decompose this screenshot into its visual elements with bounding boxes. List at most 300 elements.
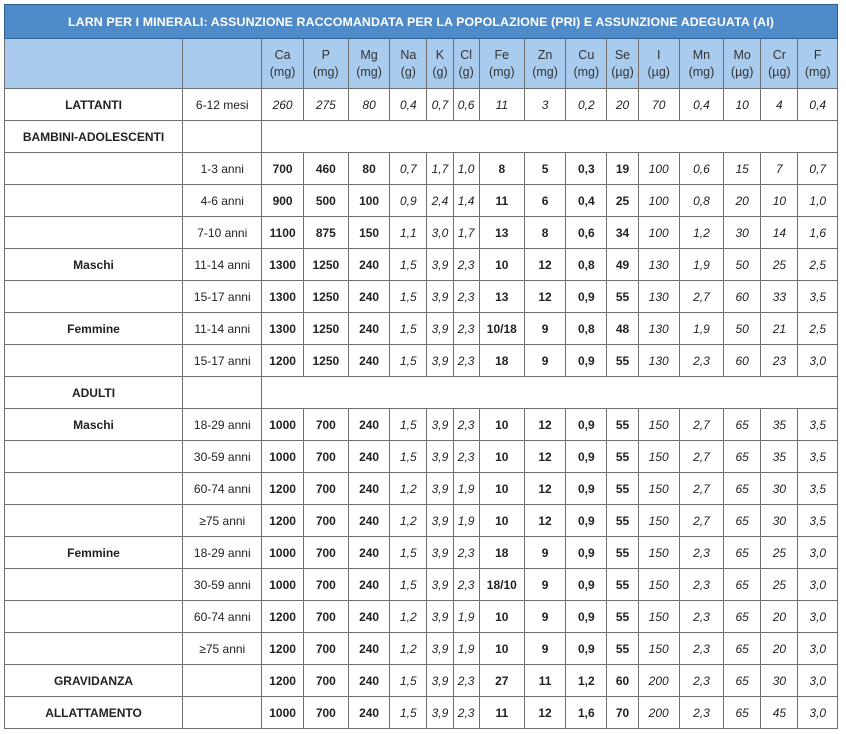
column-name: F	[813, 47, 822, 62]
value-cell-cu: 0,9	[566, 569, 607, 601]
value-cell-ca: 1200	[262, 345, 303, 377]
table-row	[5, 153, 838, 185]
value-cell-na: 1,5	[390, 537, 427, 569]
column-unit: (g)	[432, 64, 448, 79]
value-cell-fe: 18/10	[479, 569, 524, 601]
value-cell-se: 55	[607, 345, 638, 377]
value-cell-k: 3,9	[427, 281, 453, 313]
value-cell-p: 500	[303, 185, 348, 217]
group-cell	[5, 185, 183, 217]
age-cell	[183, 665, 262, 697]
column-name: Se	[614, 47, 631, 62]
table-row	[5, 537, 838, 569]
value-cell-mn: 2,7	[679, 409, 723, 441]
value-cell-mn: 2,3	[679, 697, 723, 729]
age-cell: 11-14 anni	[183, 313, 262, 345]
value-cell-cl: 1,9	[453, 633, 479, 665]
value-cell-zn: 12	[524, 505, 565, 537]
value-cell-ca: 1100	[262, 217, 303, 249]
value-cell-mo: 65	[724, 569, 761, 601]
value-cell-mn: 2,3	[679, 569, 723, 601]
section-row	[5, 121, 838, 153]
value-cell-p: 1250	[303, 249, 348, 281]
value-cell-i: 100	[638, 153, 679, 185]
value-cell-na: 1,5	[390, 281, 427, 313]
value-cell-i: 200	[638, 665, 679, 697]
value-cell-zn: 8	[524, 217, 565, 249]
value-cell-mo: 65	[724, 537, 761, 569]
column-unit: (µg)	[768, 64, 791, 79]
value-cell-cu: 0,9	[566, 601, 607, 633]
column-unit: (mg)	[573, 64, 600, 79]
value-cell-se: 55	[607, 281, 638, 313]
value-cell-mo: 10	[724, 89, 761, 121]
value-cell-i: 150	[638, 601, 679, 633]
value-cell-ca: 1300	[262, 281, 303, 313]
group-cell	[5, 569, 183, 601]
value-cell-na: 1,5	[390, 409, 427, 441]
table-title: LARN PER I MINERALI: ASSUNZIONE RACCOMANDATA PER LA POPOLAZIONE (PRI) E ASSUNZIONE ADEGUATA (AI)	[5, 5, 838, 39]
value-cell-mn: 2,7	[679, 281, 723, 313]
value-cell-f: 0,4	[798, 89, 838, 121]
value-cell-cr: 21	[761, 313, 798, 345]
value-cell-f: 3,5	[798, 473, 838, 505]
value-cell-se: 19	[607, 153, 638, 185]
column-header-f	[798, 39, 838, 89]
value-cell-mn: 0,6	[679, 153, 723, 185]
value-cell-fe: 8	[479, 153, 524, 185]
value-cell-zn: 3	[524, 89, 565, 121]
age-cell	[183, 697, 262, 729]
value-cell-p: 700	[303, 697, 348, 729]
column-unit: (µg)	[647, 64, 670, 79]
value-cell-f: 2,5	[798, 249, 838, 281]
value-cell-mg: 240	[348, 409, 389, 441]
group-cell	[5, 281, 183, 313]
value-cell-na: 0,7	[390, 153, 427, 185]
value-cell-k: 3,9	[427, 505, 453, 537]
value-cell-se: 55	[607, 569, 638, 601]
column-header-cu	[566, 39, 607, 89]
value-cell-ca: 1300	[262, 249, 303, 281]
value-cell-cu: 0,2	[566, 89, 607, 121]
column-header-zn	[524, 39, 565, 89]
value-cell-p: 700	[303, 601, 348, 633]
column-header-se	[607, 39, 638, 89]
table-row	[5, 441, 838, 473]
table-row	[5, 185, 838, 217]
value-cell-mg: 240	[348, 697, 389, 729]
value-cell-cl: 1,4	[453, 185, 479, 217]
group-cell	[5, 601, 183, 633]
value-cell-mg: 240	[348, 281, 389, 313]
value-cell-ca: 1000	[262, 697, 303, 729]
value-cell-cu: 0,8	[566, 249, 607, 281]
table-body	[5, 39, 838, 729]
age-cell: 15-17 anni	[183, 281, 262, 313]
value-cell-ca: 1200	[262, 601, 303, 633]
table-row	[5, 569, 838, 601]
value-cell-p: 1250	[303, 281, 348, 313]
value-cell-fe: 11	[479, 185, 524, 217]
age-cell	[183, 377, 262, 409]
value-cell-i: 130	[638, 281, 679, 313]
value-cell-cr: 33	[761, 281, 798, 313]
value-cell-zn: 9	[524, 537, 565, 569]
value-cell-se: 55	[607, 633, 638, 665]
group-cell: Maschi	[5, 409, 183, 441]
value-cell-fe: 10	[479, 409, 524, 441]
value-cell-k: 3,9	[427, 537, 453, 569]
value-cell-na: 1,5	[390, 697, 427, 729]
value-cell-i: 130	[638, 249, 679, 281]
value-cell-cl: 1,9	[453, 601, 479, 633]
value-cell-cr: 20	[761, 633, 798, 665]
value-cell-cl: 1,0	[453, 153, 479, 185]
value-cell-ca: 900	[262, 185, 303, 217]
column-unit: (mg)	[312, 64, 339, 79]
value-cell-k: 3,9	[427, 569, 453, 601]
column-header-p	[303, 39, 348, 89]
value-cell-se: 34	[607, 217, 638, 249]
column-unit: (mg)	[532, 64, 558, 79]
table-row	[5, 601, 838, 633]
column-name: Cu	[578, 47, 595, 62]
value-cell-k: 3,9	[427, 665, 453, 697]
value-cell-mg: 240	[348, 505, 389, 537]
value-cell-se: 60	[607, 665, 638, 697]
age-cell: 4-6 anni	[183, 185, 262, 217]
table-row	[5, 313, 838, 345]
value-cell-cl: 1,9	[453, 473, 479, 505]
value-cell-fe: 10	[479, 633, 524, 665]
table-row	[5, 345, 838, 377]
column-unit: (mg)	[688, 64, 715, 79]
value-cell-cl: 2,3	[453, 249, 479, 281]
value-cell-i: 150	[638, 473, 679, 505]
table-row	[5, 473, 838, 505]
column-header-fe	[479, 39, 524, 89]
table-row	[5, 697, 838, 729]
value-cell-mg: 240	[348, 473, 389, 505]
value-cell-fe: 13	[479, 217, 524, 249]
value-cell-na: 1,2	[390, 601, 427, 633]
value-cell-mg: 240	[348, 633, 389, 665]
empty-values-cell	[262, 121, 838, 153]
column-unit: (mg)	[804, 64, 831, 79]
value-cell-k: 3,9	[427, 601, 453, 633]
value-cell-se: 20	[607, 89, 638, 121]
value-cell-cu: 0,3	[566, 153, 607, 185]
group-cell	[5, 633, 183, 665]
group-cell: ADULTI	[5, 377, 183, 409]
value-cell-i: 150	[638, 537, 679, 569]
value-cell-zn: 5	[524, 153, 565, 185]
value-cell-cr: 20	[761, 601, 798, 633]
value-cell-k: 3,9	[427, 345, 453, 377]
value-cell-mg: 240	[348, 441, 389, 473]
value-cell-cl: 2,3	[453, 569, 479, 601]
value-cell-k: 2,4	[427, 185, 453, 217]
value-cell-mg: 100	[348, 185, 389, 217]
value-cell-cu: 0,9	[566, 537, 607, 569]
value-cell-fe: 27	[479, 665, 524, 697]
value-cell-p: 1250	[303, 345, 348, 377]
value-cell-se: 25	[607, 185, 638, 217]
age-cell	[183, 121, 262, 153]
column-header-cr	[761, 39, 798, 89]
value-cell-cr: 23	[761, 345, 798, 377]
value-cell-mo: 65	[724, 409, 761, 441]
value-cell-zn: 12	[524, 473, 565, 505]
value-cell-cr: 25	[761, 249, 798, 281]
value-cell-k: 1,7	[427, 153, 453, 185]
value-cell-k: 3,9	[427, 473, 453, 505]
value-cell-mo: 20	[724, 185, 761, 217]
value-cell-mo: 50	[724, 313, 761, 345]
age-cell: 11-14 anni	[183, 249, 262, 281]
value-cell-se: 49	[607, 249, 638, 281]
value-cell-i: 150	[638, 441, 679, 473]
value-cell-ca: 1000	[262, 441, 303, 473]
value-cell-na: 1,5	[390, 345, 427, 377]
value-cell-ca: 1000	[262, 569, 303, 601]
value-cell-fe: 11	[479, 89, 524, 121]
value-cell-cu: 0,9	[566, 473, 607, 505]
value-cell-mn: 2,3	[679, 537, 723, 569]
value-cell-ca: 1200	[262, 633, 303, 665]
column-unit: (mg)	[356, 64, 382, 79]
value-cell-mo: 65	[724, 441, 761, 473]
age-cell: 60-74 anni	[183, 473, 262, 505]
table-row	[5, 217, 838, 249]
column-header-na	[390, 39, 427, 89]
value-cell-zn: 9	[524, 601, 565, 633]
value-cell-zn: 12	[524, 409, 565, 441]
table-row	[5, 633, 838, 665]
value-cell-cr: 4	[761, 89, 798, 121]
value-cell-cu: 0,9	[566, 281, 607, 313]
column-header-mg	[348, 39, 389, 89]
table-row	[5, 249, 838, 281]
value-cell-cl: 2,3	[453, 665, 479, 697]
value-cell-cl: 1,7	[453, 217, 479, 249]
value-cell-cu: 0,6	[566, 217, 607, 249]
value-cell-k: 3,9	[427, 441, 453, 473]
column-name: Mn	[692, 47, 711, 62]
value-cell-p: 1250	[303, 313, 348, 345]
value-cell-cr: 14	[761, 217, 798, 249]
value-cell-fe: 10	[479, 249, 524, 281]
column-unit: (µg)	[730, 64, 754, 79]
value-cell-f: 3,0	[798, 665, 838, 697]
value-cell-k: 3,9	[427, 249, 453, 281]
value-cell-mg: 80	[348, 153, 389, 185]
age-cell: ≥75 anni	[183, 633, 262, 665]
value-cell-cl: 2,3	[453, 441, 479, 473]
table-row	[5, 281, 838, 313]
value-cell-fe: 11	[479, 697, 524, 729]
column-unit: (mg)	[488, 64, 515, 79]
value-cell-cl: 2,3	[453, 697, 479, 729]
value-cell-zn: 6	[524, 185, 565, 217]
value-cell-mn: 2,3	[679, 665, 723, 697]
value-cell-se: 70	[607, 697, 638, 729]
value-cell-cr: 25	[761, 537, 798, 569]
larn-minerals-table-container	[4, 4, 838, 729]
value-cell-cu: 0,8	[566, 313, 607, 345]
value-cell-mg: 240	[348, 569, 389, 601]
value-cell-mn: 2,3	[679, 345, 723, 377]
value-cell-p: 875	[303, 217, 348, 249]
column-name: Fe	[494, 47, 510, 62]
value-cell-i: 150	[638, 569, 679, 601]
value-cell-k: 3,9	[427, 313, 453, 345]
value-cell-i: 150	[638, 409, 679, 441]
group-cell	[5, 473, 183, 505]
column-unit: (µg)	[611, 64, 634, 79]
value-cell-ca: 1000	[262, 537, 303, 569]
value-cell-na: 1,5	[390, 441, 427, 473]
value-cell-mo: 50	[724, 249, 761, 281]
value-cell-fe: 13	[479, 281, 524, 313]
column-name: Ca	[274, 47, 291, 62]
age-cell: ≥75 anni	[183, 505, 262, 537]
value-cell-mn: 2,3	[679, 633, 723, 665]
header-blank-group	[5, 39, 183, 89]
value-cell-p: 700	[303, 505, 348, 537]
age-cell: 18-29 anni	[183, 537, 262, 569]
value-cell-mo: 60	[724, 345, 761, 377]
value-cell-cr: 35	[761, 409, 798, 441]
value-cell-k: 3,9	[427, 633, 453, 665]
group-cell: BAMBINI-ADOLESCENTI	[5, 121, 183, 153]
column-name: Mg	[360, 47, 378, 62]
group-cell	[5, 345, 183, 377]
value-cell-mg: 240	[348, 345, 389, 377]
value-cell-cl: 2,3	[453, 281, 479, 313]
value-cell-ca: 1200	[262, 665, 303, 697]
value-cell-mn: 2,7	[679, 505, 723, 537]
value-cell-fe: 18	[479, 345, 524, 377]
value-cell-cu: 0,9	[566, 345, 607, 377]
value-cell-na: 0,9	[390, 185, 427, 217]
table-row	[5, 505, 838, 537]
group-cell	[5, 153, 183, 185]
value-cell-ca: 1300	[262, 313, 303, 345]
value-cell-mn: 0,8	[679, 185, 723, 217]
table-row	[5, 89, 838, 121]
value-cell-zn: 9	[524, 569, 565, 601]
column-header-i	[638, 39, 679, 89]
value-cell-cu: 1,6	[566, 697, 607, 729]
column-name: I	[656, 47, 661, 62]
value-cell-fe: 18	[479, 537, 524, 569]
header-blank-age	[183, 39, 262, 89]
value-cell-cl: 2,3	[453, 537, 479, 569]
value-cell-mn: 1,9	[679, 313, 723, 345]
value-cell-f: 3,5	[798, 441, 838, 473]
value-cell-mg: 240	[348, 537, 389, 569]
value-cell-cr: 7	[761, 153, 798, 185]
value-cell-i: 70	[638, 89, 679, 121]
value-cell-na: 1,2	[390, 633, 427, 665]
column-unit: (g)	[458, 64, 474, 79]
value-cell-cu: 0,9	[566, 505, 607, 537]
value-cell-mg: 240	[348, 313, 389, 345]
value-cell-zn: 12	[524, 249, 565, 281]
group-cell	[5, 217, 183, 249]
value-cell-cl: 2,3	[453, 409, 479, 441]
value-cell-fe: 10	[479, 601, 524, 633]
group-cell: Maschi	[5, 249, 183, 281]
empty-values-cell	[262, 377, 838, 409]
group-cell	[5, 441, 183, 473]
value-cell-cr: 35	[761, 441, 798, 473]
column-header-mn	[679, 39, 723, 89]
value-cell-mo: 15	[724, 153, 761, 185]
value-cell-f: 3,0	[798, 569, 838, 601]
value-cell-ca: 1200	[262, 473, 303, 505]
value-cell-cl: 1,9	[453, 505, 479, 537]
value-cell-i: 200	[638, 697, 679, 729]
value-cell-mo: 65	[724, 505, 761, 537]
value-cell-zn: 9	[524, 313, 565, 345]
value-cell-mg: 240	[348, 665, 389, 697]
value-cell-mo: 65	[724, 633, 761, 665]
value-cell-mg: 240	[348, 601, 389, 633]
value-cell-mn: 2,3	[679, 601, 723, 633]
value-cell-na: 0,4	[390, 89, 427, 121]
value-cell-k: 3,0	[427, 217, 453, 249]
value-cell-cl: 0,6	[453, 89, 479, 121]
column-name: P	[321, 47, 331, 62]
value-cell-p: 700	[303, 569, 348, 601]
value-cell-na: 1,5	[390, 665, 427, 697]
group-cell	[5, 505, 183, 537]
value-cell-mg: 150	[348, 217, 389, 249]
value-cell-mg: 80	[348, 89, 389, 121]
value-cell-na: 1,2	[390, 473, 427, 505]
value-cell-i: 130	[638, 345, 679, 377]
value-cell-cr: 30	[761, 473, 798, 505]
value-cell-i: 130	[638, 313, 679, 345]
value-cell-zn: 12	[524, 281, 565, 313]
age-cell: 30-59 anni	[183, 441, 262, 473]
larn-minerals-table	[4, 4, 838, 729]
value-cell-p: 700	[303, 441, 348, 473]
value-cell-cr: 45	[761, 697, 798, 729]
column-header-row	[5, 39, 838, 89]
value-cell-f: 3,0	[798, 601, 838, 633]
column-name: Cl	[460, 47, 473, 62]
value-cell-mo: 60	[724, 281, 761, 313]
value-cell-fe: 10/18	[479, 313, 524, 345]
value-cell-cr: 30	[761, 665, 798, 697]
value-cell-f: 2,5	[798, 313, 838, 345]
value-cell-f: 3,0	[798, 697, 838, 729]
value-cell-mo: 65	[724, 665, 761, 697]
value-cell-se: 55	[607, 537, 638, 569]
value-cell-p: 700	[303, 665, 348, 697]
value-cell-k: 3,9	[427, 697, 453, 729]
column-name: Cr	[772, 47, 786, 62]
value-cell-cr: 10	[761, 185, 798, 217]
value-cell-cu: 1,2	[566, 665, 607, 697]
group-cell: GRAVIDANZA	[5, 665, 183, 697]
value-cell-p: 700	[303, 409, 348, 441]
value-cell-se: 55	[607, 505, 638, 537]
